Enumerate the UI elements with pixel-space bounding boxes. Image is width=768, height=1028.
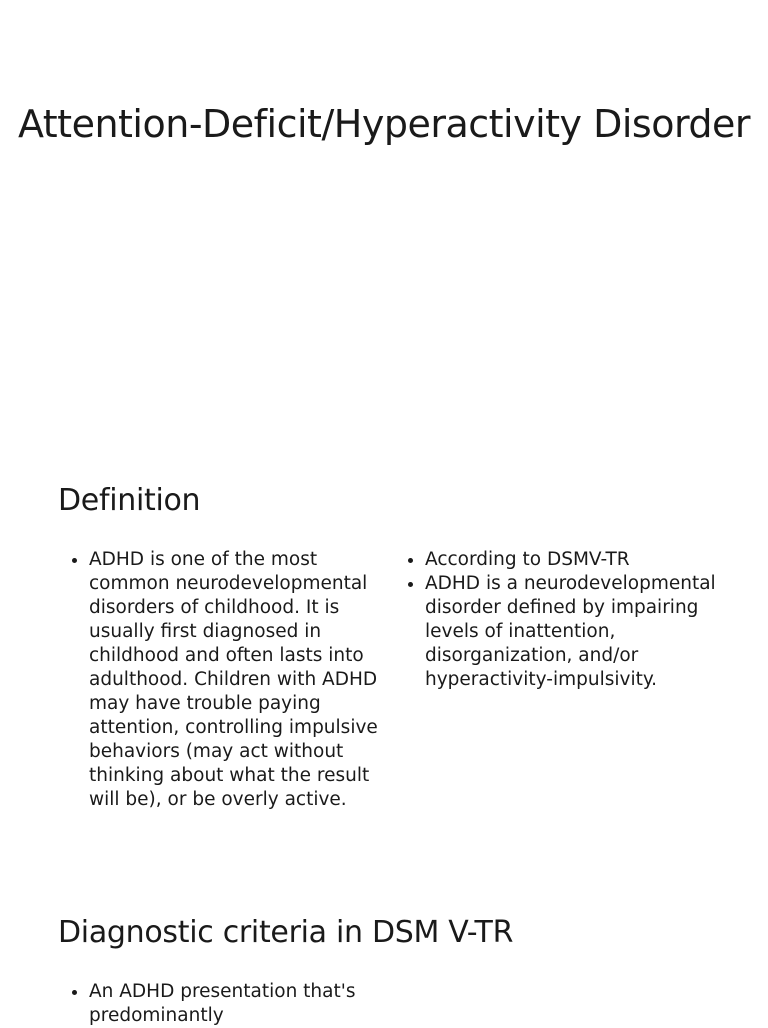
list-item: ADHD is a neurodevelopmental disorder defined by impairing levels of inattention, disorganization, and/or hyperactivity-impulsivity. — [407, 572, 737, 692]
definition-list-right — [407, 548, 737, 692]
list-item: ADHD is one of the most common neurodevelopmental disorders of childhood. It is usually first diagnosed in childhood and often lasts into adulthood. Children with ADHD may have trouble paying attention, controlling impulsive behaviors (may act without thinking about what the result will be), or be overly active. — [71, 548, 381, 812]
criteria-heading: Diagnostic criteria in DSM V-TR — [58, 914, 514, 950]
page-title: Attention-Deficit/Hyperactivity Disorder — [17, 102, 751, 147]
criteria-list — [71, 980, 381, 1028]
definition-list-left — [71, 548, 381, 812]
list-item: An ADHD presentation that's predominantly — [71, 980, 381, 1028]
list-item: According to DSMV-TR — [407, 548, 737, 572]
definition-heading: Definition — [58, 482, 201, 518]
